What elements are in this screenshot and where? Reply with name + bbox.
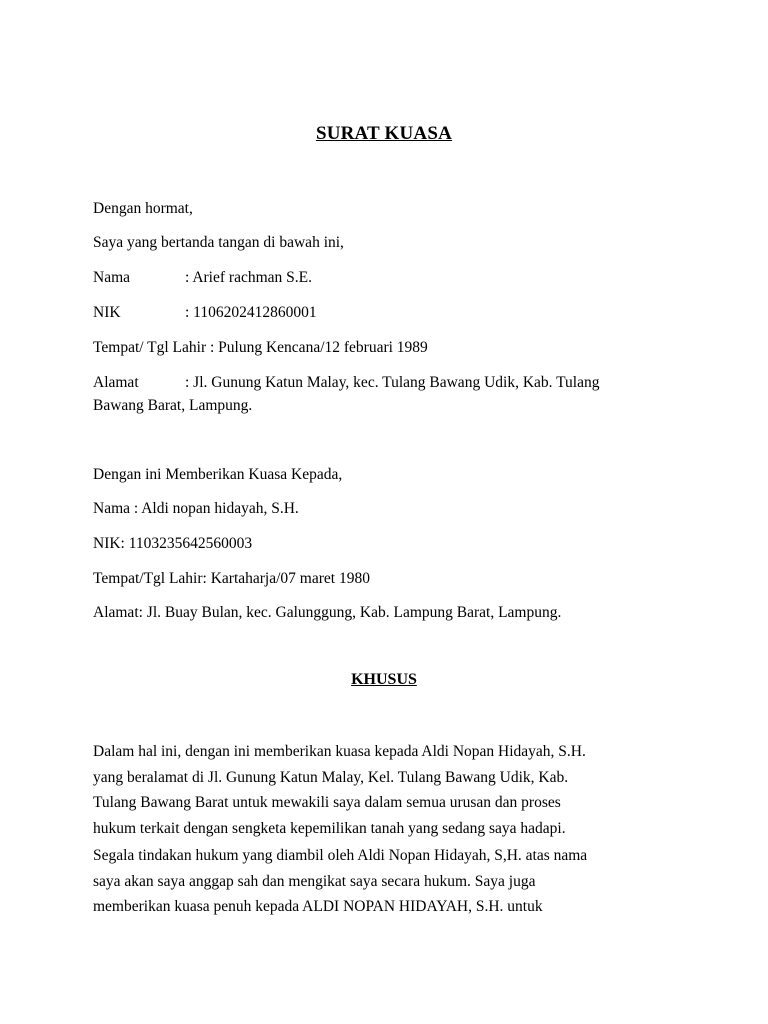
grantor-name-value: : Arief rachman S.E. (185, 269, 312, 286)
grantor-nik-value: : 1106202412860001 (185, 304, 317, 321)
document-title: SURAT KUASA (315, 123, 453, 144)
paragraph-2 (93, 843, 693, 920)
paragraph-1-line: Tulang Bawang Barat untuk mewakili saya dalam semua urusan dan proses (93, 794, 561, 811)
grantee-nik-line: NIK: 1103235642560003 (93, 535, 253, 552)
grantor-birth-line: Tempat/ Tgl Lahir : Pulung Kencana/12 februari 1989 (93, 339, 428, 356)
paragraph-2-line: memberikan kuasa penuh kepada ALDI NOPAN HIDAYAH, S.H. untuk (93, 898, 543, 915)
grantor-address-cont: Bawang Barat, Lampung. (93, 397, 253, 414)
section-title: KHUSUS (351, 671, 417, 688)
grantor-name-label: Nama (93, 269, 131, 286)
grantor-address-label: Alamat (93, 374, 139, 391)
grantee-address-line: Alamat: Jl. Buay Bulan, kec. Galunggung, Kab. Lampung Barat, Lampung. (93, 604, 562, 621)
grant-intro: Dengan ini Memberikan Kuasa Kepada, (93, 466, 343, 483)
grantor-address-row (93, 371, 599, 395)
grantor-nik-label: NIK (93, 304, 121, 321)
paragraph-1 (93, 739, 693, 841)
grantee-birth-line: Tempat/Tgl Lahir: Kartaharja/07 maret 1980 (93, 570, 370, 587)
paragraph-1-line: Dalam hal ini, dengan ini memberikan kuasa kepada Aldi Nopan Hidayah, S.H. (93, 743, 586, 760)
grantor-nik-row (93, 301, 317, 325)
paragraph-2-line: Segala tindakan hukum yang diambil oleh Aldi Nopan Hidayah, S,H. atas nama (93, 847, 588, 864)
greeting: Dengan hormat, (93, 200, 193, 217)
grantor-address-value: : Jl. Gunung Katun Malay, kec. Tulang Bawang Udik, Kab. Tulang (185, 374, 600, 391)
paragraph-2-line: saya akan saya anggap sah dan mengikat saya secara hukum. Saya juga (93, 872, 536, 890)
paragraph-1-line: yang beralamat di Jl. Gunung Katun Malay, Kel. Tulang Bawang Udik, Kab. (93, 768, 569, 786)
grantor-name-row (93, 266, 312, 290)
intro-line: Saya yang bertanda tangan di bawah ini, (93, 234, 344, 251)
paragraph-1-line: hukum terkait dengan sengketa kepemilikan tanah yang sedang saya hadapi. (93, 819, 566, 837)
grantee-name-line: Nama : Aldi nopan hidayah, S.H. (93, 500, 299, 517)
